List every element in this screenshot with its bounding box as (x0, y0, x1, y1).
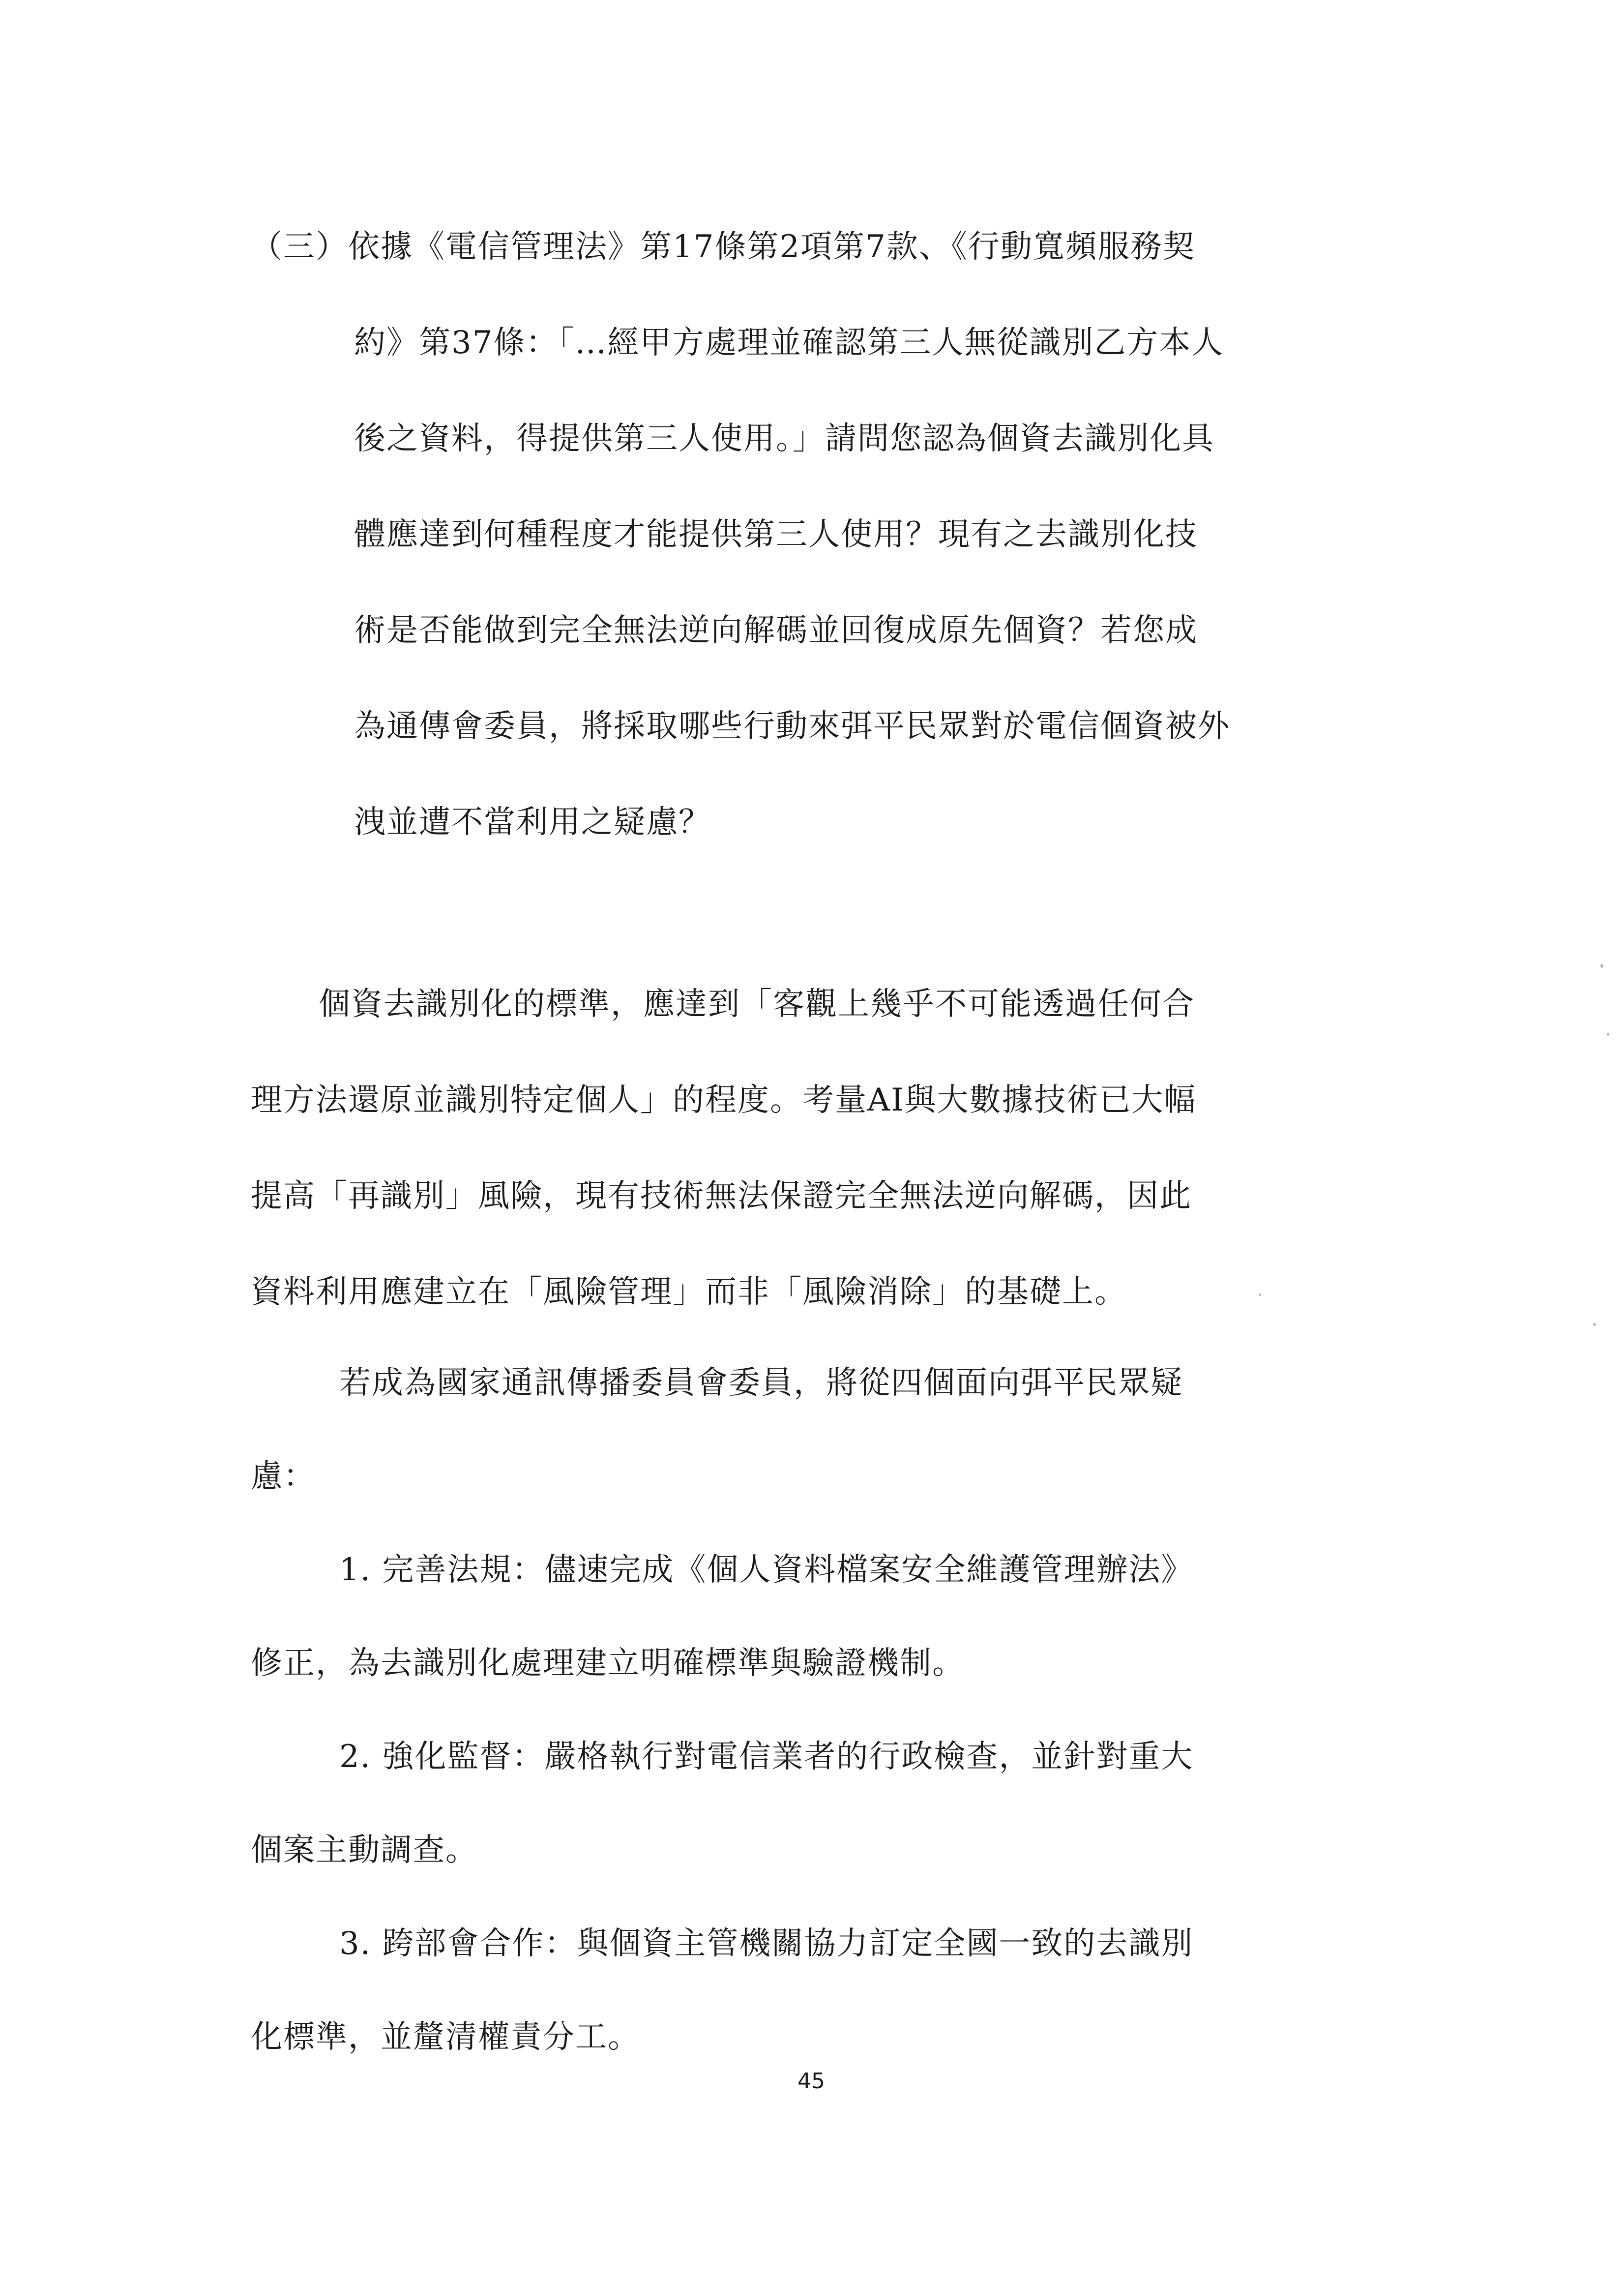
question-line-7: 洩並遭不當利用之疑慮？ (354, 804, 711, 841)
answer-p1-line-4: 資料利用應建立在「風險管理」而非「風險消除」的基礎上。 (251, 1274, 1127, 1310)
answer-p2-line-2: 慮： (251, 1458, 316, 1495)
answer-p1-line-3: 提高「再識別」風險，現有技術無法保證完全無法逆向解碼，因此 (251, 1178, 1192, 1214)
scan-speck (1259, 1293, 1261, 1296)
item-3-line-2: 化標準，並釐清權責分工。 (251, 2019, 640, 2055)
question-line-3: 後之資料，得提供第三人使用。」請問您認為個資去識別化具 (354, 421, 1214, 457)
scan-speck (1593, 1323, 1596, 1326)
scan-speck (1607, 1033, 1609, 1036)
question-line-6: 為通傳會委員，將採取哪些行動來弭平民眾對於電信個資被外 (354, 708, 1230, 745)
question-line-1: （三）依據《電信管理法》第17條第2項第7款、《行動寬頻服務契 (251, 229, 1195, 265)
page-number: 45 (797, 2069, 825, 2094)
item-2-line-1: 2. 強化監督：嚴格執行對電信業者的行政檢查，並針對重大 (339, 1739, 1194, 1775)
item-3-line-1: 3. 跨部會合作：與個資主管機關協力訂定全國一致的去識別 (339, 1925, 1194, 1962)
item-1-line-1: 1. 完善法規：儘速完成《個人資料檔案安全維護管理辦法》 (339, 1552, 1194, 1588)
scan-speck (1600, 964, 1603, 968)
item-1-line-2: 修正，為去識別化處理建立明確標準與驗證機制。 (251, 1645, 965, 1682)
answer-p2-line-1: 若成為國家通訊傳播委員會委員，將從四個面向弭平民眾疑 (339, 1365, 1183, 1401)
answer-p1-line-1: 個資去識別化的標準，應達到「客觀上幾乎不可能透過任何合 (319, 986, 1195, 1022)
item-2-line-2: 個案主動調查。 (251, 1832, 478, 1868)
answer-p1-line-2: 理方法還原並識別特定個人」的程度。考量AI與大數據技術已大幅 (251, 1082, 1197, 1118)
question-line-4: 體應達到何種程度才能提供第三人使用？現有之去識別化技 (354, 516, 1198, 553)
question-line-5: 術是否能做到完全無法逆向解碼並回復成原先個資？若您成 (354, 612, 1198, 649)
question-line-2: 約》第37條：「…經甲方處理並確認第三人無從識別乙方本人 (354, 325, 1224, 361)
